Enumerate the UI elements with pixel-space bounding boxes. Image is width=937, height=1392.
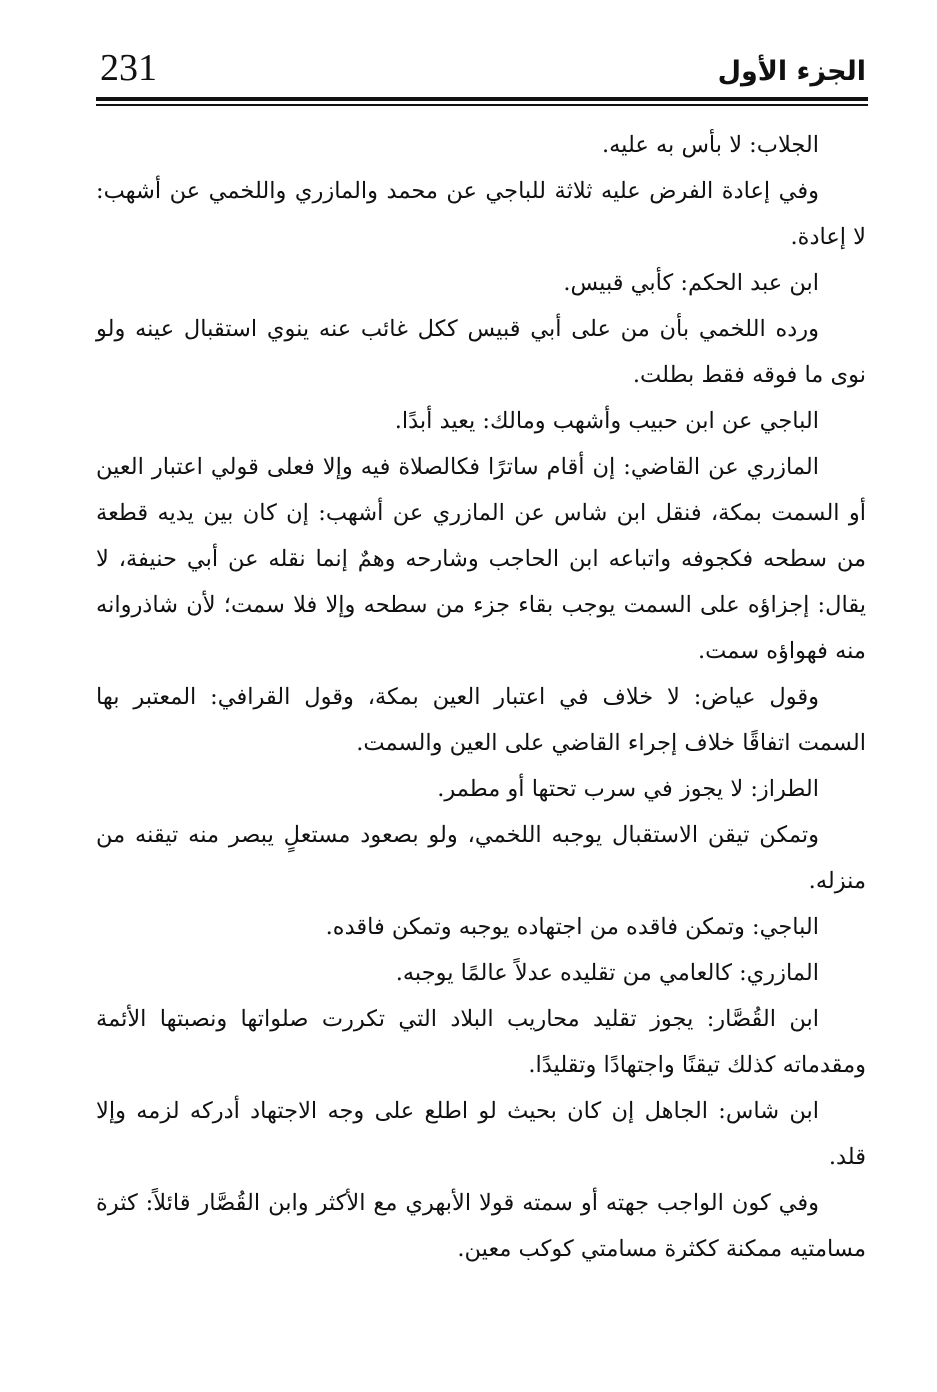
paragraph: ابن شاس: الجاهل إن كان بحيث لو اطلع على وجه الاجتهاد أدركه لزمه وإلا قلد. [96,1098,866,1170]
part-title: الجزء الأول [717,56,866,87]
running-header [96,40,866,96]
paragraph: ابن عبد الحكم: كأبي قبيس. [563,270,819,296]
paragraph: ابن القُصَّار: يجوز تقليد محاريب البلاد التي تكررت صلواتها ونصبتها الأئمة ومقدماته كذلك تيقنًا واجتهادًا وتقليدًا. [96,1006,866,1078]
paragraph: وتمكن تيقن الاستقبال يوجبه اللخمي، ولو بصعود مستعلٍ يبصر منه تيقنه من منزله. [96,822,866,894]
paragraph: الباجي: وتمكن فاقده من اجتهاده يوجبه وتمكن فاقده. [325,914,819,940]
paragraph: المازري عن القاضي: إن أقام ساترًا فكالصلاة فيه وإلا فعلى قولي اعتبار العين أو السمت بمكة، فنقل ابن شاس عن المازري عن أشهب: إن كان بين يديه قطعة من سطحه فكجوفه واتباعه ابن الحاجب وشارحه وهمٌ إنما نقله عن أبي حنيفة، لا يقال: إجزاؤه على السمت يوجب بقاء جزء من سطحه وإلا فلا سمت؛ لأن شاذروانه منه فهواؤه سمت. [96,454,866,664]
body-text [96,122,866,1272]
header-rule-thin [96,104,868,106]
paragraph: ورده اللخمي بأن من على أبي قبيس ككل غائب عنه ينوي استقبال عينه ولو نوى ما فوقه فقط بطلت. [96,316,866,388]
paragraph: الطراز: لا يجوز في سرب تحتها أو مطمر. [437,776,819,802]
paragraph: وفي كون الواجب جهته أو سمته قولا الأبهري مع الأكثر وابن القُصَّار قائلاً: كثرة مسامتيه ممكنة ككثرة مسامتي كوكب معين. [96,1190,866,1262]
paragraph: الجلاب: لا بأس به عليه. [601,132,819,158]
paragraph: وقول عياض: لا خلاف في اعتبار العين بمكة، وقول القرافي: المعتبر بها السمت اتفاقًا خلاف إجراء القاضي على العين والسمت. [96,684,866,756]
paragraph: الباجي عن ابن حبيب وأشهب ومالك: يعيد أبدًا. [394,408,819,434]
header-rule-thick [96,97,868,101]
page-number: 231 [100,47,157,89]
paragraph: وفي إعادة الفرض عليه ثلاثة للباجي عن محمد والمازري واللخمي عن أشهب: لا إعادة. [96,178,866,250]
paragraph: المازري: كالعامي من تقليده عدلاً عالمًا يوجبه. [395,960,819,986]
